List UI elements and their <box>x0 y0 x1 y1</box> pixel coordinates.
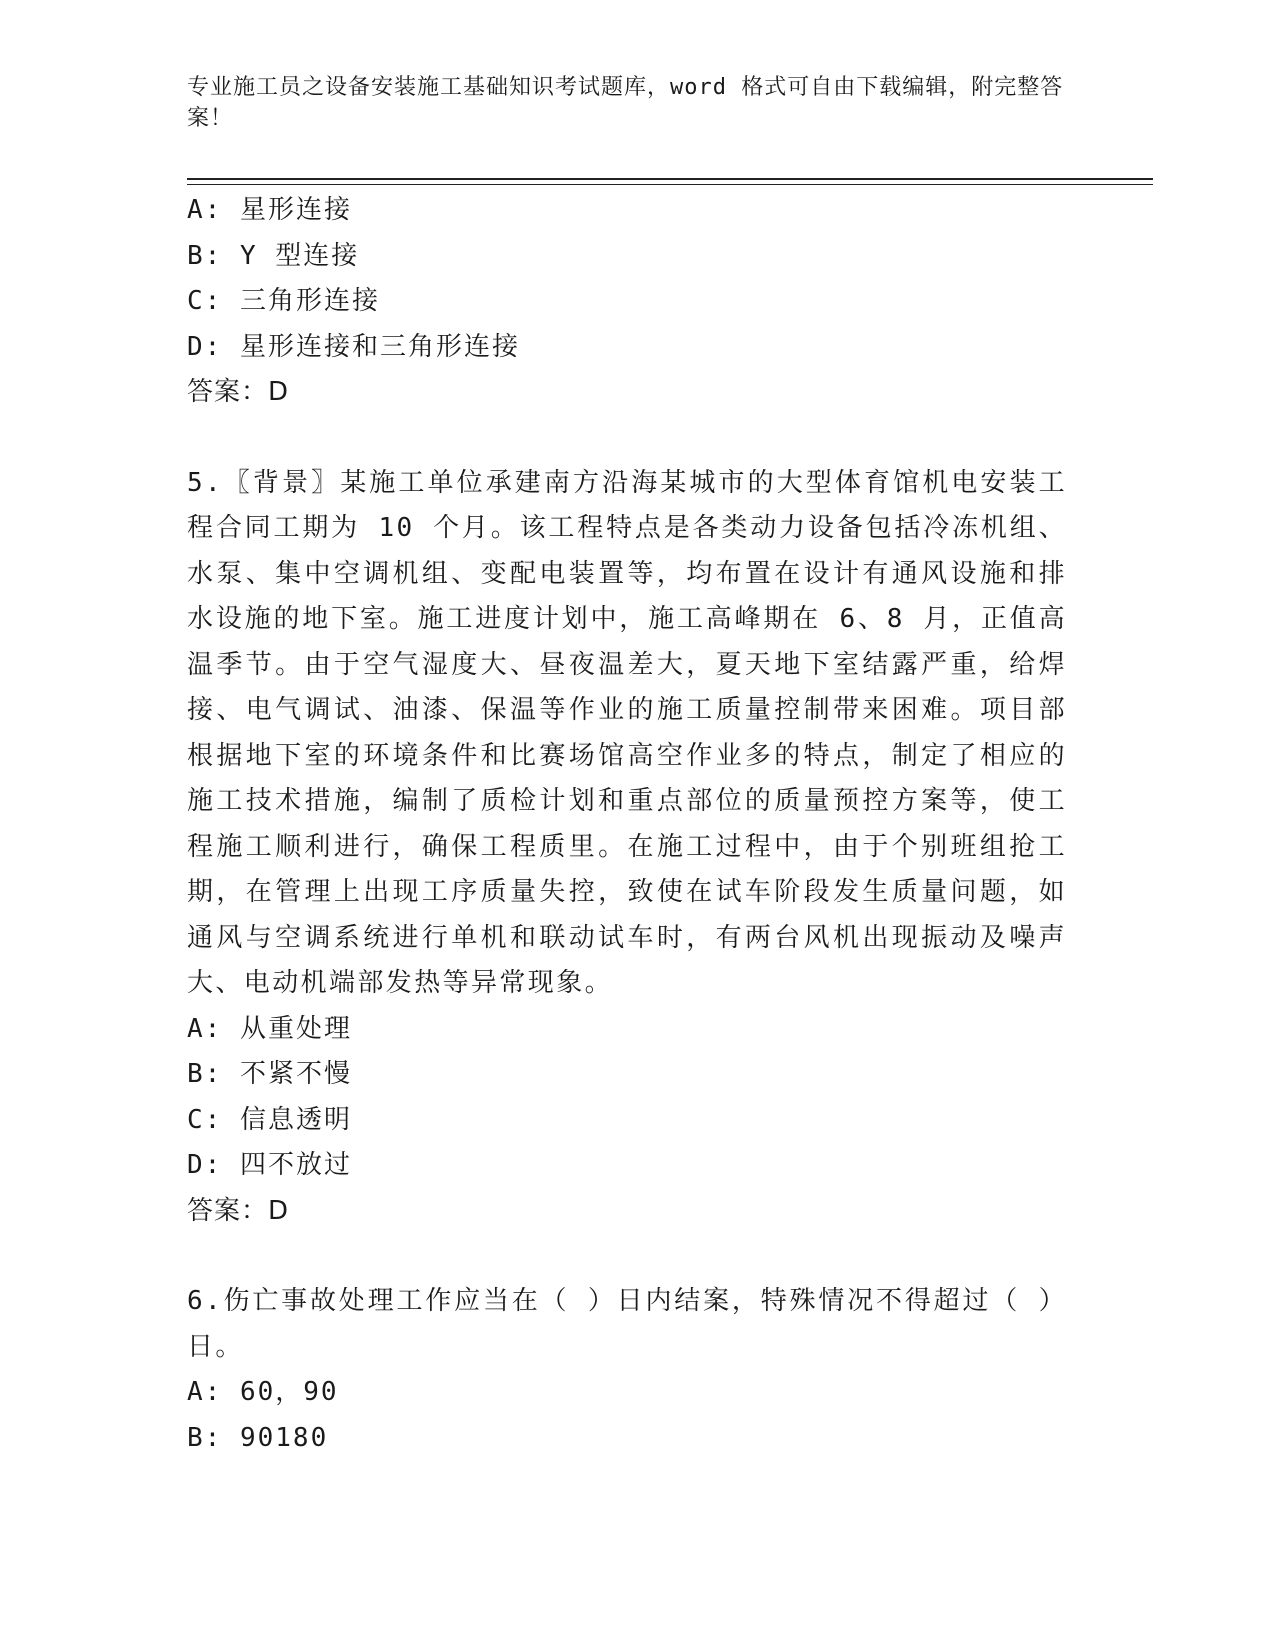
question-5-stem: 5.〖背景〗某施工单位承建南方沿海某城市的大型体育馆机电安装工程合同工期为 10 个月。该工程特点是各类动力设备包括冷冻机组、水泵、集中空调机组、变配电装置等，均布置在设计有通风设施和排水设施的地下室。施工进度计划中，施工高峰期在 6、8 月，正值高温季节。由于空气湿度大、昼夜温差大，夏天地下室结露严重，给焊接、电气调试、油漆、保温等作业的施工质量控制带来困难。项目部根据地下室的环境条件和比赛场馆高空作业多的特点，制定了相应的施工技术措施，编制了质检计划和重点部位的质量预控方案等，使工程施工顺利进行，确保工程质里。在施工过程中，由于个别班组抢工期，在管理上出现工序质量失控，致使在试车阶段发生质量问题，如通风与空调系统进行单机和联动试车时，有两台风机出现振动及噪声大、电动机端部发热等异常现象。 <box>187 467 1067 998</box>
question-4-block <box>187 188 1087 416</box>
question-6-option-b: B: 90180 <box>187 1422 329 1453</box>
header-rule-thick <box>187 178 1153 180</box>
spacer <box>187 416 1087 461</box>
question-5-option-b: B: 不紧不慢 <box>187 1059 352 1089</box>
question-4-option-a: A: 星形连接 <box>187 195 352 225</box>
document-header: 专业施工员之设备安装施工基础知识考试题库，word 格式可自由下载编辑，附完整答案！ <box>187 75 1064 131</box>
question-4-option-c: C: 三角形连接 <box>187 286 380 316</box>
question-4-answer: 答案：D <box>187 377 290 407</box>
question-5-answer: 答案：D <box>187 1195 290 1226</box>
question-6-option-a: A: 60，90 <box>187 1377 339 1407</box>
question-5-option-d: D: 四不放过 <box>187 1150 352 1180</box>
question-6-stem: 6.伤亡事故处理工作应当在（ ）日内结案，特殊情况不得超过（ ）日。 <box>187 1286 1067 1362</box>
header-rule-thin <box>187 184 1153 185</box>
spacer <box>187 1234 1087 1279</box>
question-5-option-c: C: 信息透明 <box>187 1104 352 1135</box>
question-6-block <box>187 1279 1087 1461</box>
question-4-option-b: B: Y 型连接 <box>187 240 360 271</box>
question-5-block <box>187 461 1087 1235</box>
question-4-option-d: D: 星形连接和三角形连接 <box>187 331 520 362</box>
document-body <box>187 188 1087 1461</box>
question-5-option-a: A: 从重处理 <box>187 1013 352 1044</box>
